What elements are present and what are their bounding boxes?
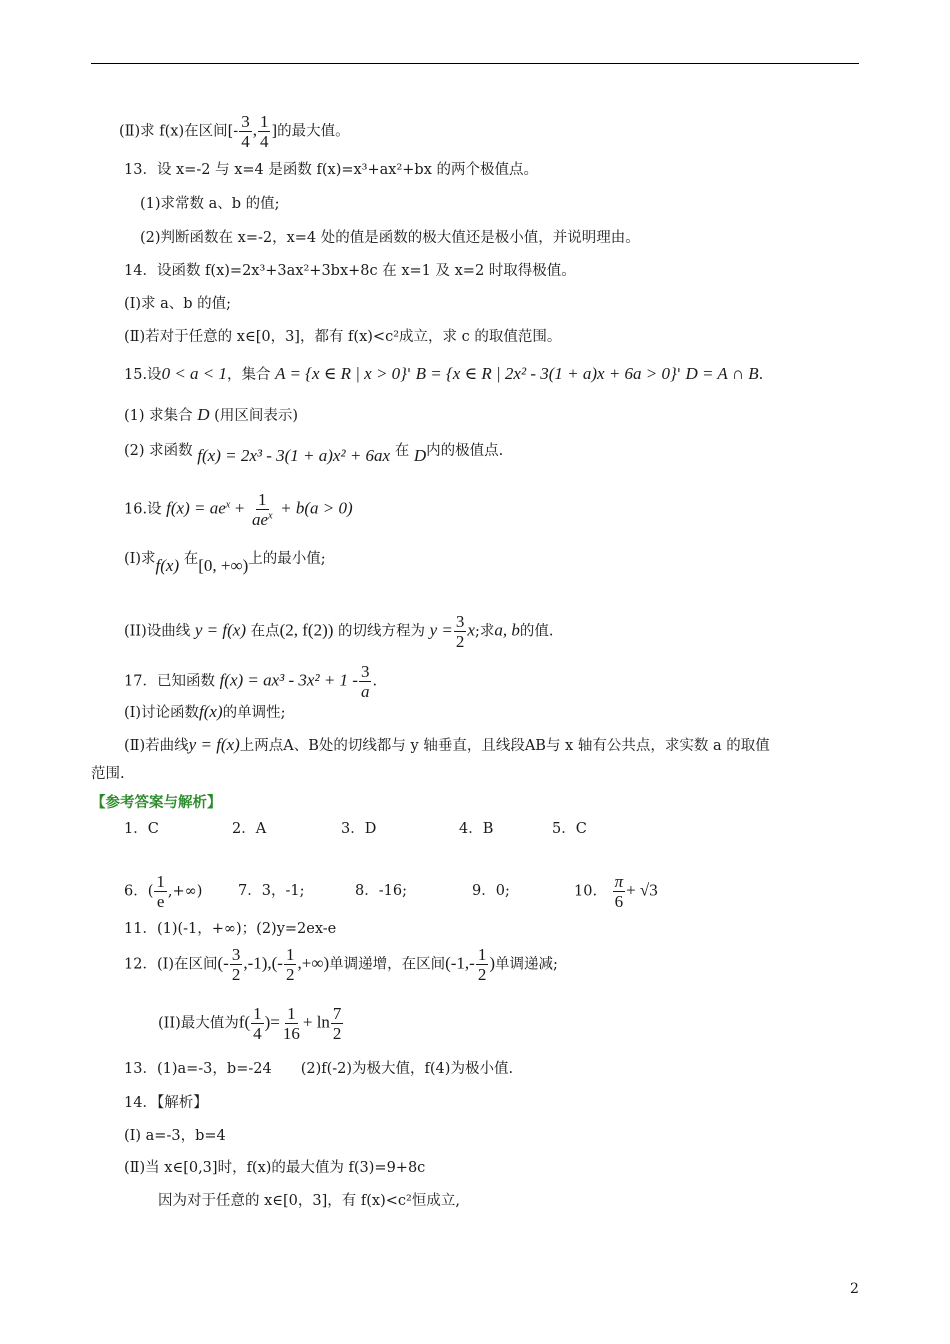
fraction: $\frac{\pi}{6}$ [614, 872, 624, 911]
math-set-d: D = A ∩ B [685, 364, 759, 383]
text: (Ⅱ)求 f(x)在区间[- [119, 123, 239, 140]
q17-stem: 17．已知函数 f(x) = ax³ - 3x² + 1 - $\frac{3}{a}$ . [124, 662, 378, 701]
answer-14-heading: 14．【解析】 [124, 1095, 208, 1111]
q13-part1: (1)求常数 a、b 的值; [140, 196, 280, 212]
q15-stem: 15.设0 < a < 1，集合 A = {x ∈ R | x > 0}' B = {x ∈ R | 2x² - 3(1 + a)x + 6a > 0}' D = A ∩ B. [124, 364, 764, 383]
q16-part1: (I)求f(x) 在[0, +∞)上的最小值; [124, 551, 326, 575]
fraction: $\frac{1}{4}$ [253, 1004, 262, 1043]
header-rule [91, 63, 859, 64]
answer-6: 6．( $\frac{1}{e}$ ,+∞) [124, 872, 203, 911]
q13-stem: 13．设 x=-2 与 x=4 是函数 f(x)=x³+ax²+bx 的两个极值点。 [124, 162, 538, 178]
fraction: $\frac{3}{4}$ [241, 112, 250, 151]
q14-part2: (Ⅱ)若对于任意的 x∈[0，3]，都有 f(x)<c²成立，求 c 的取值范围。 [124, 329, 562, 345]
fraction: $\frac{7}{2}$ [332, 1004, 342, 1043]
math-cond: 0 < a < 1 [161, 364, 228, 383]
q12-part2: (Ⅱ)求 f(x)在区间[- $\frac{3}{4}$ , $\frac{1}{4}$ ]的最大值。 [119, 112, 350, 151]
fraction: $\frac{1}{2}$ [285, 945, 295, 984]
fraction: $\frac{1}{4}$ [259, 112, 269, 151]
answer-9: 9．0; [472, 883, 510, 899]
answer-13: 13．(1)a=-3，b=-24 (2)f(-2)为极大值，f(4)为极小值. [124, 1061, 514, 1077]
answer-2: 2．A [232, 821, 267, 837]
math-set-a: A = {x ∈ R | x > 0} [275, 364, 407, 383]
q16-stem: 16.设 $f(x) = ae^x$ + $\frac{1}{ae^x}$ + b(a > 0) [124, 490, 353, 529]
answer-1: 1．C [124, 821, 159, 837]
math-set-b: B = {x ∈ R | 2x² - 3(1 + a)x + 6a > 0} [415, 364, 677, 383]
q15-part1: (1) 求集合 D (用区间表示) [124, 405, 298, 424]
answer-11: 11．(1)(-1，+∞)；(2)y=2ex-e [124, 921, 337, 937]
fraction: $\frac{3}{2}$ [231, 945, 241, 984]
fraction: $\frac{1}{ae^x}$ [252, 490, 273, 529]
answer-12-part1: 12．(I)在区间(- $\frac{3}{2}$ ,-1),(- $\frac{1}{2}$ ,+∞)单调递增，在区间(-1,- $\frac{1}{2}$ )单调递减; [124, 945, 558, 984]
answer-4: 4．B [459, 821, 494, 837]
answers-heading: 【参考答案与解析】 [91, 795, 222, 811]
q17-part2: (Ⅱ)若曲线y = f(x)上两点A、B处的切线都与 y 轴垂直，且线段AB与 x 轴有公共点，求实数 a 的取值 [124, 735, 770, 754]
answer-7: 7．3，-1; [238, 883, 305, 899]
fraction: $\frac{1}{2}$ [477, 945, 487, 984]
q14-part1: (Ⅰ)求 a、b 的值; [124, 296, 232, 312]
answer-8: 8．-16; [355, 883, 407, 899]
answer-14-part3: 因为对于任意的 x∈[0，3]，有 f(x)<c²恒成立, [158, 1193, 460, 1209]
q16-part2: (II)设曲线 y = f(x) 在点(2, f(2)) 的切线方程为 y = $\frac{3}{2}$ x;求a, b的值. [124, 612, 554, 651]
fraction: $\frac{3}{a}$ [360, 662, 370, 701]
fraction: $\frac{1}{16}$ [282, 1004, 300, 1043]
q15-part2: (2) 求函数 f(x) = 2x³ - 3(1 + a)x² + 6ax 在 D内的极值点. [124, 443, 504, 465]
answer-12-part2: (II)最大值为f( $\frac{1}{4}$ )= $\frac{1}{16}$ + ln $\frac{7}{2}$ [158, 1004, 342, 1043]
fraction: $\frac{1}{e}$ [156, 872, 165, 911]
q17-part2-cont: 范围. [91, 766, 125, 782]
page-number: 2 [850, 1281, 859, 1297]
fraction: $\frac{3}{2}$ [455, 612, 465, 651]
q14-stem: 14．设函数 f(x)=2x³+3ax²+3bx+8c 在 x=1 及 x=2 时取得极值。 [124, 263, 576, 279]
answer-14-part1: (I) a=-3，b=4 [124, 1128, 226, 1144]
q13-part2: (2)判断函数在 x=-2，x=4 处的值是函数的极大值还是极小值，并说明理由。 [140, 230, 640, 246]
answer-3: 3．D [341, 821, 377, 837]
q17-part1: (Ⅰ)讨论函数f(x)的单调性; [124, 702, 286, 721]
answer-14-part2: (Ⅱ)当 x∈[0,3]时，f(x)的最大值为 f(3)=9+8c [124, 1160, 426, 1176]
answer-10: 10. $\frac{\pi}{6}$ + √3 [574, 872, 658, 911]
answer-5: 5．C [552, 821, 587, 837]
